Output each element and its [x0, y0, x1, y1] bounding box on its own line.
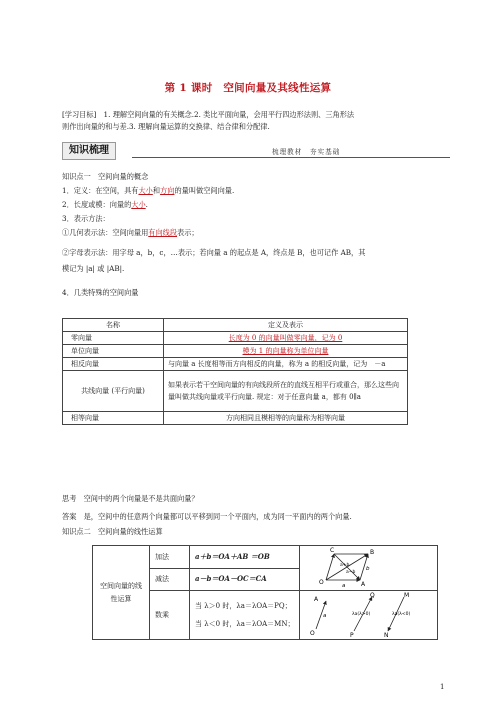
table-row: [63, 332, 408, 345]
think-answer: 答案 是，空间中的任意两个向量都可以平移到同一个平面内，成为同一平面内的两个向量.: [62, 512, 352, 521]
scalar-positive: 当 λ＞0 时，λa＝λOA＝PQ；: [195, 602, 292, 610]
op-name-sub: 减法: [150, 568, 190, 591]
label-sum: a+b: [340, 563, 350, 568]
label-lambda-neg: λa(λ<0): [392, 612, 411, 617]
ops-category: 空间向量的线性运算: [93, 546, 150, 640]
page-number: 1: [440, 683, 445, 691]
label-M: M: [404, 592, 410, 599]
label-diff: a−b: [346, 570, 356, 575]
table-cell-def: 方向相同且模相等的向量称为相等向量: [164, 412, 408, 425]
linear-ops-table: [92, 545, 438, 640]
kp1-geometric: ①几何表示法：空间向量用有向线段表示；: [62, 228, 199, 237]
figure-add-sub: [300, 546, 438, 591]
kp1-heading: 知识点一 空间向量的概念: [62, 172, 149, 181]
banner-subtitle: 梳理教材 夯实基础: [272, 148, 341, 156]
table-cell-def: 与向量 a 长度相等而方向相反的向量，称为 a 的相反向量，记为 －a: [164, 358, 408, 371]
op-formula-scalar: [190, 591, 300, 640]
think-question: 思考 空间中的两个向量是不是共面向量？: [62, 494, 199, 503]
label-o: O: [319, 579, 324, 586]
label-a: a: [342, 583, 346, 588]
table-header-row: [63, 319, 408, 332]
special-vectors-table: [62, 318, 408, 425]
label-a2: a: [323, 613, 327, 619]
kp1-definition: 1．定义：在空间，具有大小和方向的量叫做空间向量.: [62, 186, 235, 195]
table-header-cell: 定义及表示: [164, 319, 408, 332]
kp1-algebraic: ②字母表示法：用字母 a，b，c，…表示；若向量 a 的起点是 A，终点是 B，也可记作 AB，其: [62, 248, 366, 257]
op-formula-sub: a－b＝OA－OC＝CA: [190, 568, 300, 591]
label-a-point: A: [361, 581, 366, 588]
table-row: [63, 345, 408, 358]
figure-scalar: [300, 591, 438, 640]
banner-tag: 知识梳理: [62, 142, 116, 160]
table-row: [63, 412, 408, 425]
label-A2: A: [314, 596, 319, 603]
label-P: P: [350, 632, 354, 637]
table-row: [63, 371, 408, 412]
table-cell-name: 相反向量: [63, 358, 164, 371]
table-cell-name: 相等向量: [63, 412, 164, 425]
kp1-representation: 3．表示方法：: [62, 214, 110, 223]
label-N: N: [384, 632, 389, 637]
kp2-heading: 知识点二 空间向量的线性运算: [62, 527, 163, 536]
table-cell-name: 零向量: [63, 332, 164, 345]
table-cell-name: 共线向量 (平行向量): [63, 371, 164, 412]
label-b-vec: b: [366, 566, 370, 572]
table-header-cell: 名称: [63, 319, 164, 332]
objectives-line-1: [学习目标] 1. 理解空间向量的有关概念.2. 类比平面向量，会用平行四边形法则、三角形法: [62, 110, 355, 119]
table-cell-name: 单位向量: [63, 345, 164, 358]
kp1-modulus: 模记为 |a| 或 |AB|.: [62, 264, 125, 273]
parallelogram-figure: [300, 546, 428, 588]
kp1-special-heading: 4．几类特殊的空间向量: [62, 288, 139, 297]
scalar-figure: [300, 591, 428, 637]
section-banner: [62, 142, 450, 160]
kp1-length: 2．长度或模：向量的大小.: [62, 200, 148, 209]
label-O2: O: [310, 630, 315, 637]
label-lambda-pos: λa(λ>0): [352, 612, 371, 617]
op-formula-add: a＋b＝OA＋AB ＝OB: [190, 546, 300, 569]
label-Q: Q: [370, 592, 375, 599]
banner-rule: [132, 157, 450, 158]
op-name-add: 加法: [150, 546, 190, 569]
table-cell-def: 长度为 0 的向量叫做零向量，记为 0: [164, 332, 408, 345]
label-b: B: [370, 549, 375, 556]
table-cell-def: 模为 1 的向量称为单位向量: [164, 345, 408, 358]
table-cell-def: 如果表示若干空间向量的有向线段所在的直线互相平行或重合，那么这些向量叫做共线向量或平行向量. 规定：对于任意向量 a，都有 0∥a: [164, 371, 408, 412]
page-title: 第 1 课时 空间向量及其线性运算: [164, 82, 332, 94]
op-name-scalar: 数乘: [150, 591, 190, 640]
table-row: [63, 358, 408, 371]
label-c: C: [330, 547, 335, 554]
objectives-line-2: 则作出向量的和与差.3. 理解向量运算的交换律、结合律和分配律.: [62, 122, 270, 131]
table-row: [93, 546, 438, 569]
scalar-negative: 当 λ＜0 时，λa＝λOA＝MN；: [195, 620, 295, 628]
